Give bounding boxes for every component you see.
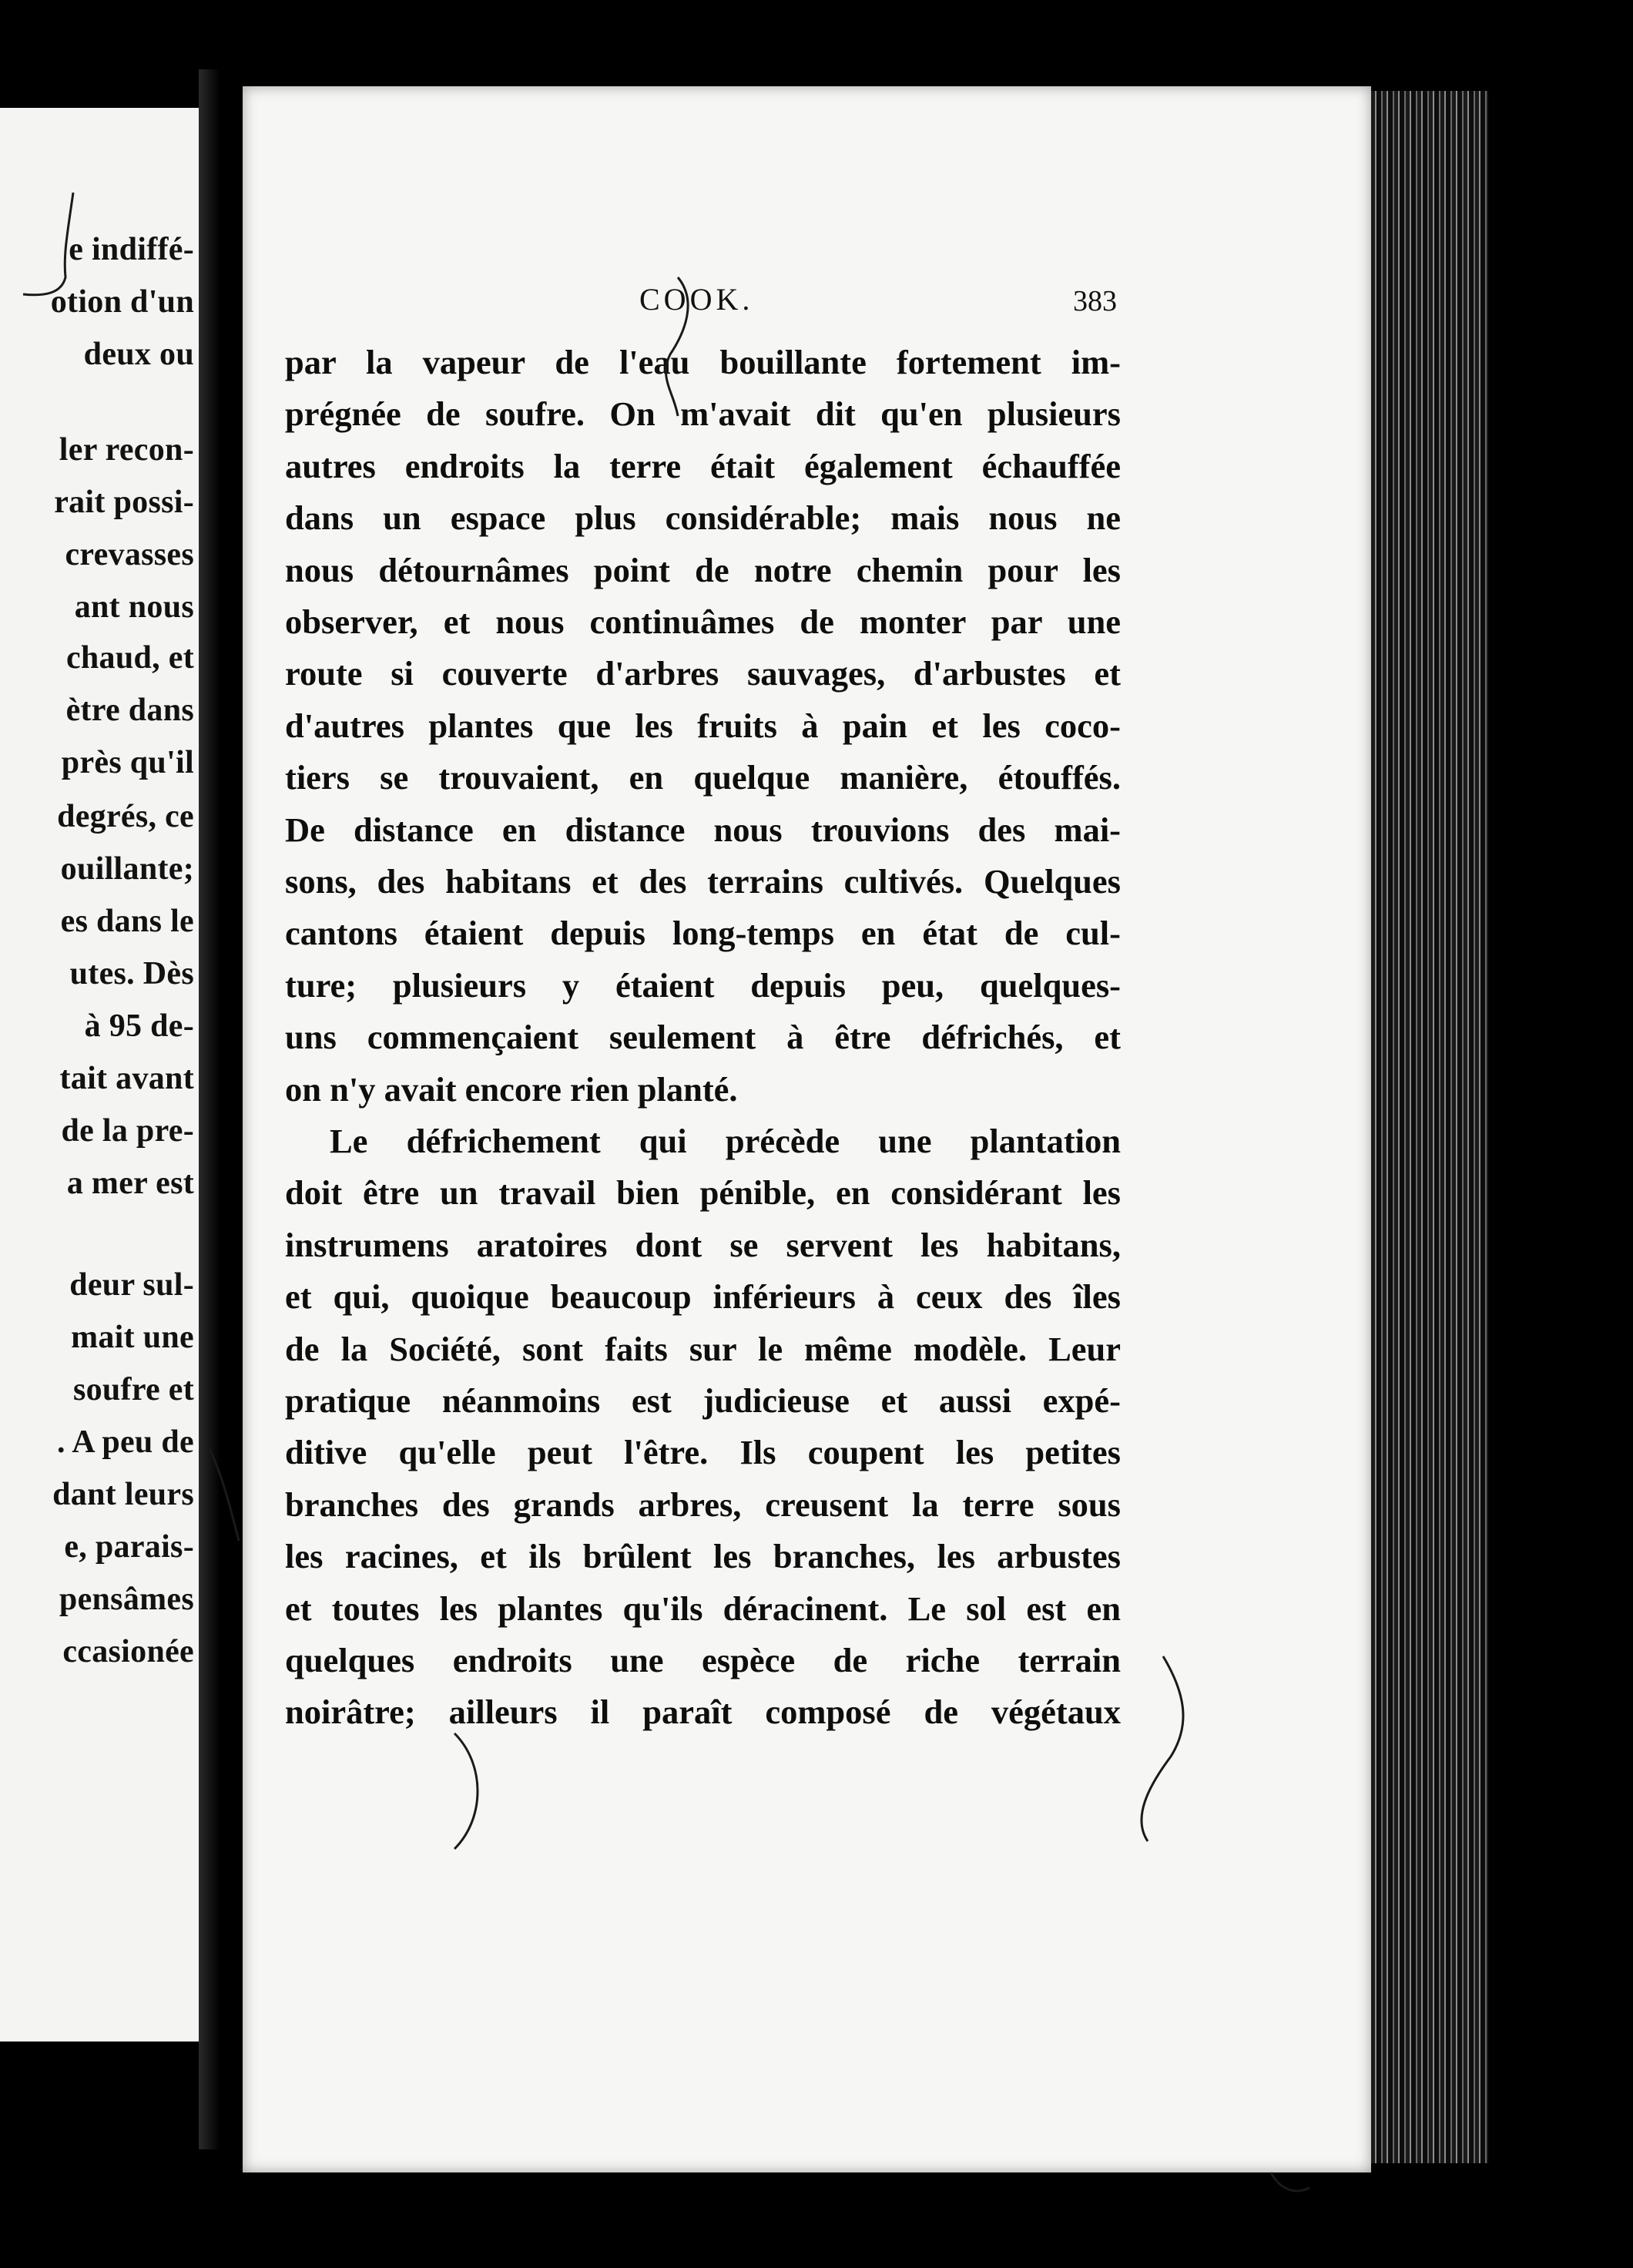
page-number: 383 bbox=[1073, 285, 1117, 317]
text-line: instrumens aratoires dont se servent les habitans, bbox=[285, 1225, 1121, 1264]
left-text-line: e indiffé- bbox=[69, 232, 194, 267]
text-line: d'autres plantes que les fruits à pain et les coco- bbox=[285, 706, 1121, 745]
text-line: par la vapeur de l'eau bouillante fortement im- bbox=[285, 343, 1121, 381]
left-text-line: pensâmes bbox=[59, 1582, 194, 1617]
left-text-line: es dans le bbox=[60, 904, 194, 939]
text-line: tiers se trouvaient, en quelque manière, étouffés. bbox=[285, 758, 1121, 797]
running-head: COOK. bbox=[639, 282, 754, 317]
text-line: doit être un travail bien pénible, en considérant les bbox=[285, 1173, 1121, 1213]
left-text-line: otion d'un bbox=[50, 284, 194, 320]
left-text-line: a mer est bbox=[66, 1166, 194, 1201]
text-line: dans un espace plus considérable; mais nous ne bbox=[285, 498, 1121, 538]
text-line: ditive qu'elle peut l'être. Ils coupent les petites bbox=[285, 1433, 1121, 1472]
text-line: les racines, et ils brûlent les branches, les arbustes bbox=[285, 1537, 1121, 1576]
text-line: prégnée de soufre. On m'avait dit qu'en plusieurs bbox=[285, 394, 1121, 434]
left-text-line: deux ou bbox=[83, 337, 194, 372]
left-text-line: ccasionée bbox=[62, 1634, 194, 1669]
text-line: et qui, quoique beaucoup inférieurs à ceux des îles bbox=[285, 1277, 1121, 1317]
left-text-line: dant leurs bbox=[52, 1477, 194, 1512]
left-text-line: à 95 de- bbox=[84, 1008, 194, 1044]
text-line: autres endroits la terre était également échauffée bbox=[285, 446, 1121, 485]
text-line: De distance en distance nous trouvions des mai- bbox=[285, 810, 1121, 849]
text-line: sons, des habitans et des terrains cultivés. Quelques bbox=[285, 862, 1121, 901]
text-line: de la Société, sont faits sur le même modèle. Leur bbox=[285, 1329, 1121, 1368]
text-line: quelques endroits une espèce de riche terrain bbox=[285, 1641, 1121, 1679]
text-line: ture; plusieurs y étaient depuis peu, quelques- bbox=[285, 965, 1121, 1005]
left-text-line: tait avant bbox=[59, 1061, 194, 1096]
text-line: uns commençaient seulement à être défrichés, et bbox=[285, 1018, 1121, 1057]
left-text-line: degrés, ce bbox=[57, 799, 194, 834]
left-text-line: ant nous bbox=[74, 589, 194, 625]
text-line: noirâtre; ailleurs il paraît composé de végétaux bbox=[285, 1693, 1121, 1732]
left-text-line: e, parais- bbox=[64, 1529, 194, 1565]
left-text-line: ler recon- bbox=[59, 432, 194, 468]
left-text-line: chaud, et bbox=[65, 640, 194, 676]
left-text-line: . A peu de bbox=[56, 1424, 194, 1460]
text-line: branches des grands arbres, creusent la terre sous bbox=[285, 1485, 1121, 1524]
left-text-line: crevasses bbox=[65, 537, 194, 572]
text-line: on n'y avait encore rien planté. bbox=[285, 1069, 738, 1109]
text-line: nous détournâmes point de notre chemin pour les bbox=[285, 550, 1121, 589]
left-text-line: soufre et bbox=[72, 1372, 194, 1407]
left-text-line: ètre dans bbox=[65, 693, 194, 728]
left-text-line: rait possi- bbox=[54, 485, 194, 520]
left-text-line: mait une bbox=[71, 1320, 194, 1355]
text-line: Le défrichement qui précède une plantation bbox=[330, 1122, 1121, 1160]
text-line: cantons étaient depuis long-temps en état de cul- bbox=[285, 914, 1121, 953]
left-text-line: ouillante; bbox=[60, 851, 194, 887]
text-line: et toutes les plantes qu'ils déracinent. Le sol est en bbox=[285, 1589, 1121, 1628]
left-text-line: près qu'il bbox=[61, 745, 194, 780]
text-line: observer, et nous continuâmes de monter par une bbox=[285, 602, 1121, 641]
left-text-line: de la pre- bbox=[61, 1113, 194, 1149]
left-text-line: utes. Dès bbox=[69, 956, 194, 991]
left-text-line: deur sul- bbox=[69, 1267, 194, 1303]
text-line: pratique néanmoins est judicieuse et aussi expé- bbox=[285, 1381, 1121, 1420]
text-line: route si couverte d'arbres sauvages, d'arbustes et bbox=[285, 654, 1121, 693]
